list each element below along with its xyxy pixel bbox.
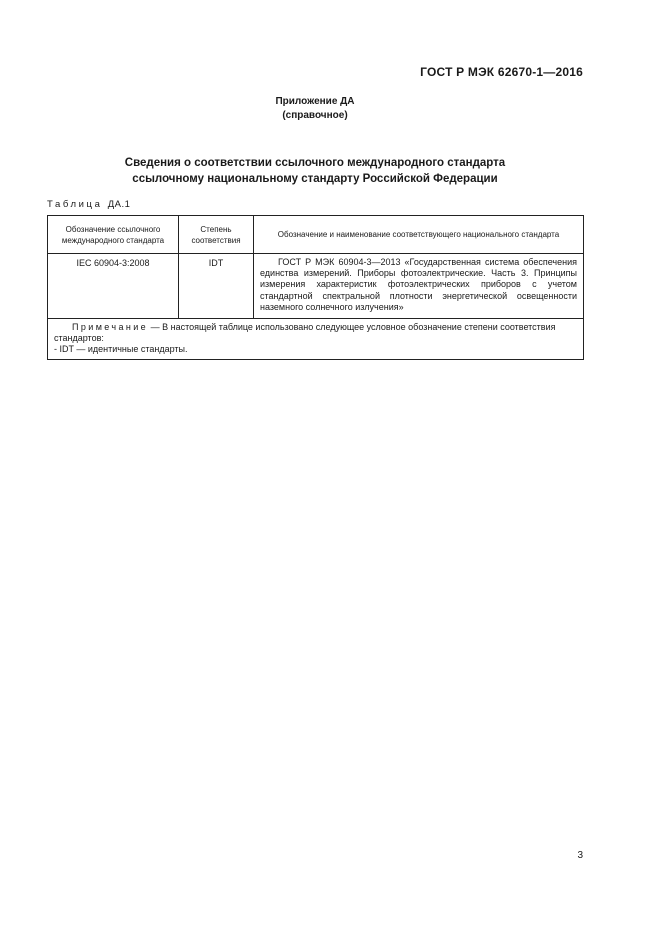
table-caption-word: Таблица bbox=[47, 199, 103, 210]
cell-national-standard: ГОСТ Р МЭК 60904-3—2013 «Государственная система обеспечения единства измерений. Приборы фотоэлектрические. Часть 3. Принципы измерения характеристик фотоэлектрических приборов с учетом стандартной спектральной плотности энергетической освещенности наземного солнечного излучения» bbox=[254, 254, 584, 319]
page-number: 3 bbox=[577, 850, 583, 861]
header-intl-standard: Обозначение ссылочного международного стандарта bbox=[48, 216, 179, 254]
appendix-title: Приложение ДА bbox=[275, 96, 355, 107]
header-degree: Степень соответствия bbox=[179, 216, 254, 254]
table-header-row bbox=[48, 216, 584, 254]
cell-intl-standard: IEC 60904-3:2008 bbox=[48, 254, 179, 319]
table-row bbox=[48, 254, 584, 319]
table-note bbox=[48, 319, 584, 360]
note-item: - IDT — идентичные стандарты. bbox=[54, 344, 188, 354]
cell-degree: IDT bbox=[179, 254, 254, 319]
section-title-line-1: Сведения о соответствии ссылочного международного стандарта bbox=[124, 157, 506, 169]
appendix-subtitle: (справочное) bbox=[282, 110, 348, 121]
correspondence-table bbox=[47, 215, 584, 360]
table-caption-number: ДА.1 bbox=[107, 199, 131, 210]
appendix-heading bbox=[0, 95, 630, 123]
note-text: — В настоящей таблице использовано следующее условное обозначение степени соответствия стандартов: bbox=[54, 322, 556, 343]
table-caption bbox=[47, 199, 130, 210]
document-code: ГОСТ Р МЭК 62670-1—2016 bbox=[420, 65, 583, 79]
table-note-row bbox=[48, 319, 584, 360]
section-title bbox=[0, 155, 630, 187]
header-national-standard: Обозначение и наименование соответствующего национального стандарта bbox=[254, 216, 584, 254]
note-lead: Примечание bbox=[72, 322, 149, 332]
section-title-line-2: ссылочному национальному стандарту Российской Федерации bbox=[132, 173, 498, 185]
